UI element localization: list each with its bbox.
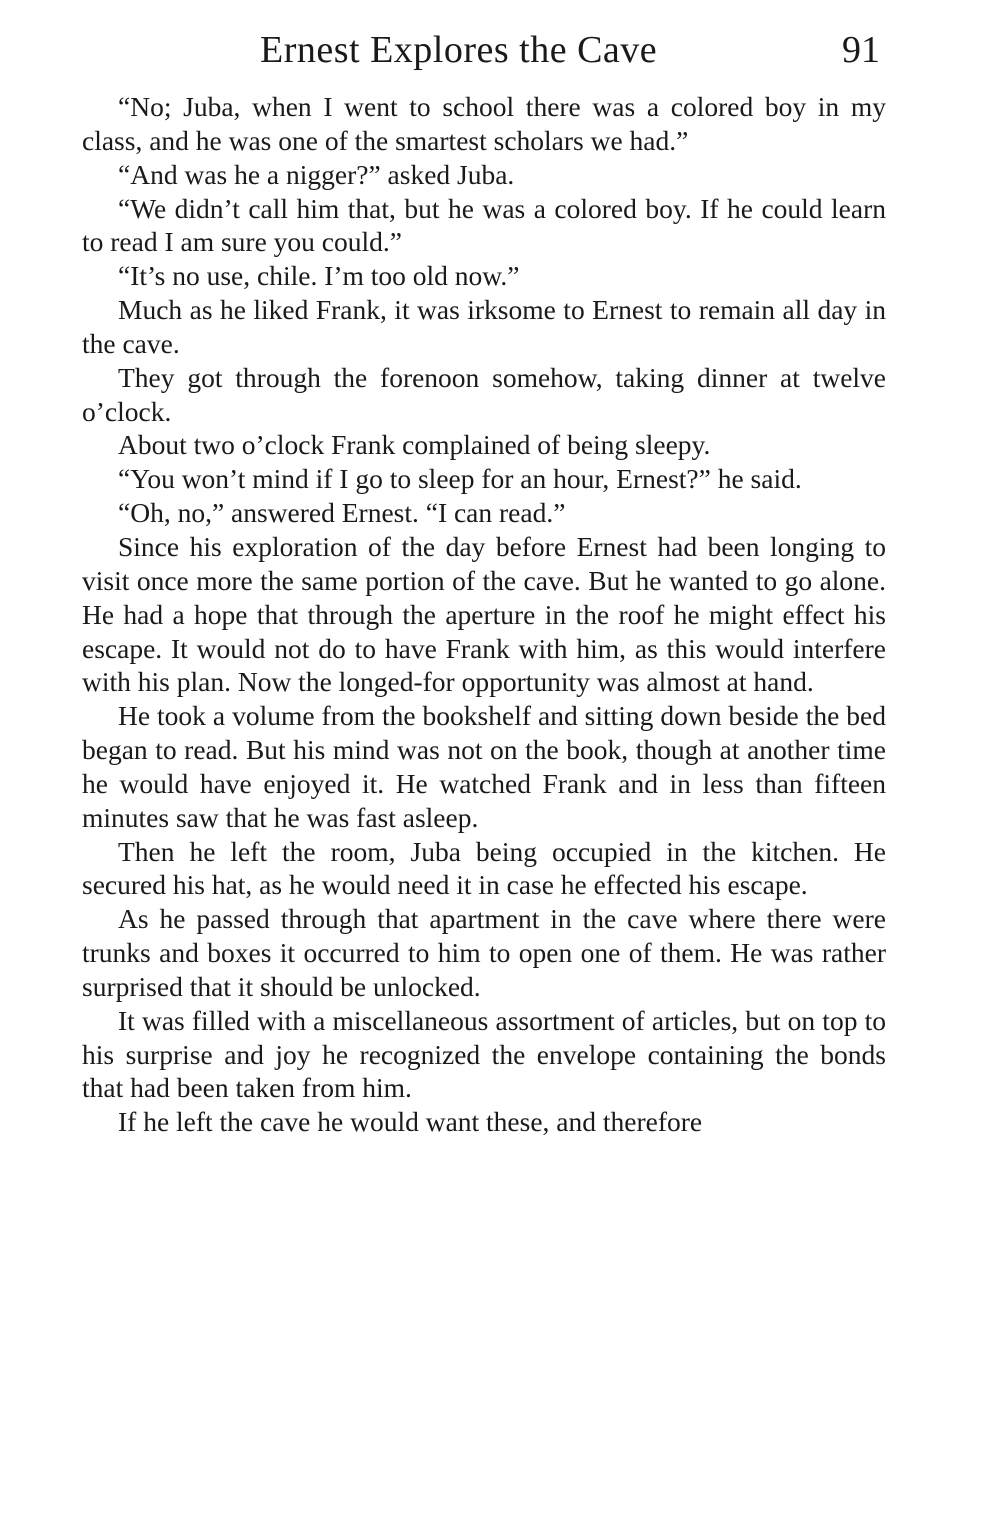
body-text [82,90,886,1139]
book-page [82,26,886,1506]
paragraph: “And was he a nigger?” asked Juba. [118,158,515,190]
paragraph: As he passed through that apartment in the cave where there were trunks and boxes it occurred to him to open one of them. He was rather surprised that it should be unlocked. [82,903,886,1002]
paragraph: “Oh, no,” answered Ernest. “I can read.” [118,497,566,529]
paragraph: Since his exploration of the day before Ernest had been longing to visit once more the same portion of the cave. But he wanted to go alone. He had a hope that through the aperture in the roof he might effect his escape. It would not do to have Frank with him, as this would interfere with his plan. Now the longed-for opportunity was almost at hand. [82,530,886,698]
paragraph: Much as he liked Frank, it was irksome to Ernest to remain all day in the cave. [82,294,886,359]
paragraph: “You won’t mind if I go to sleep for an hour, Ernest?” he said. [118,463,802,495]
page-number: 91 [842,29,880,71]
chapter-title: Ernest Explores the Cave [260,29,658,71]
paragraph: They got through the forenoon somehow, taking dinner at twelve o’clock. [82,361,886,427]
paragraph: It was filled with a miscellaneous assortment of articles, but on top to his surprise and joy he recognized the envelope containing the bonds that had been taken from him. [82,1004,886,1104]
paragraph: About two o’clock Frank complained of being sleepy. [118,429,711,461]
paragraph: He took a volume from the bookshelf and sitting down beside the bed began to read. But his mind was not on the book, though at another time he would have enjoyed it. He watched Frank and in less than fifteen minutes saw that he was fast asleep. [82,700,886,833]
paragraph: Then he left the room, Juba being occupied in the kitchen. He secured his hat, as he would need it in case he effected his escape. [82,835,886,901]
paragraph: “We didn’t call him that, but he was a colored boy. If he could learn to read I am sure you could.” [82,192,886,258]
paragraph: “No; Juba, when I went to school there was a colored boy in my class, and he was one of the smartest scholars we had.” [82,91,886,156]
paragraph: “It’s no use, chile. I’m too old now.” [118,260,520,292]
running-head [82,26,886,82]
paragraph: If he left the cave he would want these, and therefore [118,1106,703,1138]
